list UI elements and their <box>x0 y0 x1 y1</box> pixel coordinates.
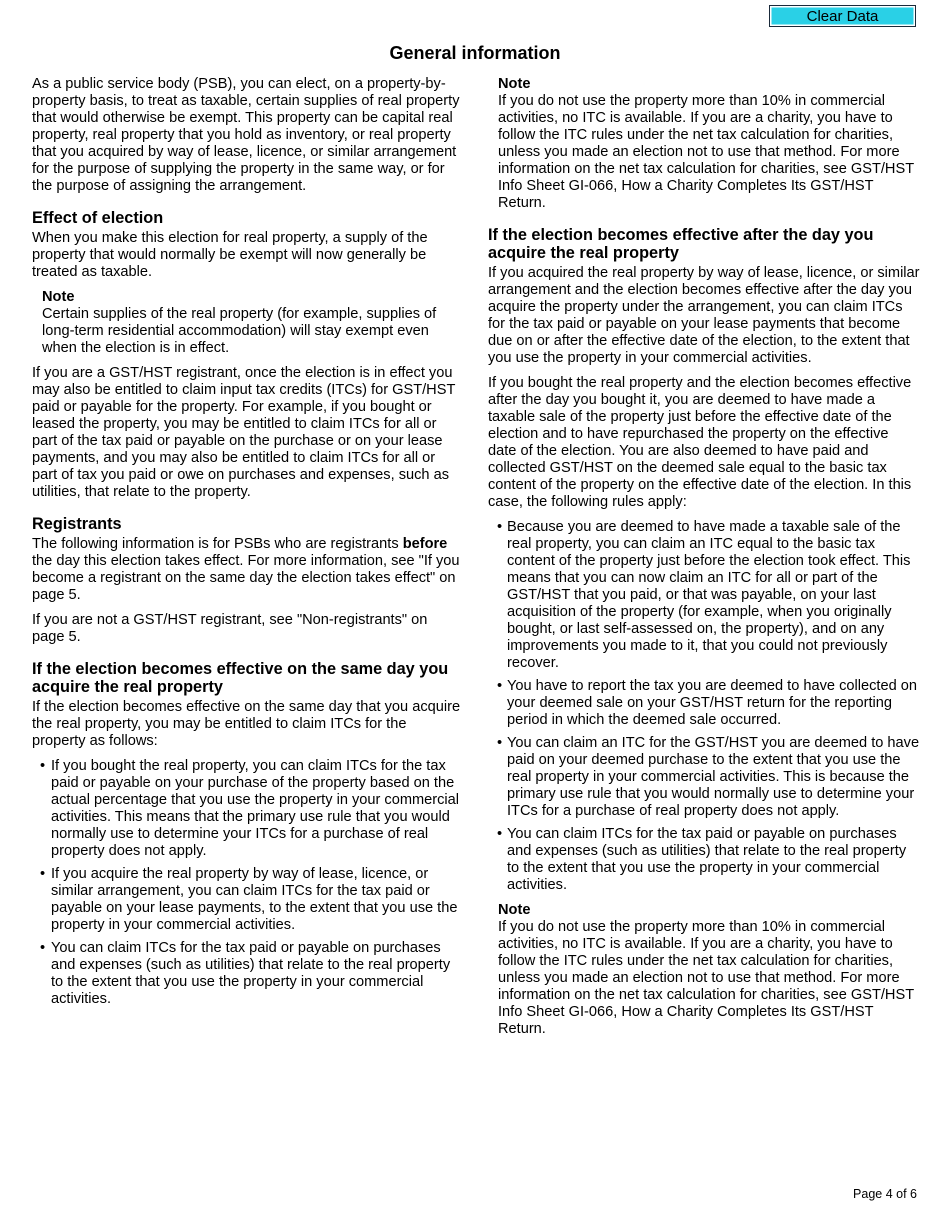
list-item: • If you acquire the real property by way of lease, licence, or similar arrangement, you can claim ITCs for the tax paid or payable on your lease payments, to the extent that you use the property in your commercial activities. <box>32 866 462 934</box>
list-item: • You have to report the tax you are deemed to have collected on your deemed sale on your GST/HST return for the reporting period in which the deemed sale occurred. <box>488 678 920 729</box>
list-item: • You can claim ITCs for the tax paid or payable on purchases and expenses (such as utilities) that relate to the real property to the extent that you use the property in your commercial activities. <box>32 940 462 1008</box>
page-title: General information <box>389 43 561 63</box>
after-day-paragraph-1: If you acquired the real property by way of lease, licence, or similar arrangement and the election becomes effective after the day you acquire the property under the arrangement, you can claim ITCs for the tax paid or payable on your lease payments that become due on or after the effective date of the election, to the extent that you use the property in your commercial activities. <box>488 265 920 366</box>
list-item: • If you bought the real property, you can claim ITCs for the tax paid or payable on your purchase of the property based on the actual percentage that you use the property in your commercial activities. This means that the primary use rule that you would normally use to determine your ITCs for a purchase of real property does not apply. <box>32 758 462 860</box>
note-heading: Note <box>498 902 531 918</box>
list-item: • Because you are deemed to have made a taxable sale of the real property, you can claim an ITC equal to the basic tax content of the property just before the election took effect. This means that you can now claim an ITC for all or part of the GST/HST that you paid, or that was payable, on your last acquisition of the property (for example, when you originally bought, or last self-assessed on, the property), and on any improvements you made to it, that you could not previously recover. <box>488 519 920 672</box>
effect-note <box>42 289 462 357</box>
before-emphasis: before <box>402 536 448 552</box>
right-column <box>488 76 920 1046</box>
effect-paragraph-1: When you make this election for real property, a supply of the property that would normally be exempt will now generally be treated as taxable. <box>32 230 428 280</box>
note-1 <box>498 76 920 212</box>
list-item: • You can claim an ITC for the GST/HST you are deemed to have paid on your deemed purchase to the extent that you use the real property in your commercial activities. This is because the primary use rule that you would normally use to determine your ITCs for a purchase of real property does not apply. <box>488 735 920 820</box>
note-heading: Note <box>498 76 531 92</box>
same-day-heading: If the election becomes effective on the same day you acquire the real property <box>32 660 449 696</box>
left-column <box>32 76 462 1016</box>
note-2 <box>498 902 920 1038</box>
clear-data-button[interactable]: Clear Data <box>769 5 916 27</box>
note-heading: Note <box>42 289 75 305</box>
effect-paragraph-2: If you are a GST/HST registrant, once the election is in effect you may also be entitled to claim input tax credits (ITCs) for GST/HST paid or payable for the property. For example, if you bought or leased the property, you may be entitled to claim ITCs for all or part of the tax paid or payable on the purchase or on your lease payments, and you may also be entitled to claim ITCs for all or part of tax you paid or owe on purchases and expenses, such as utilities, that relate to the property. <box>32 365 456 500</box>
registrants-paragraph-1: The following information is for PSBs who are registrants before the day this election takes effect. For more information, see "If you become a registrant on the same day the election takes effect" on page 5. <box>32 536 460 603</box>
after-day-heading: If the election becomes effective after the day you acquire the real property <box>488 226 874 262</box>
list-item: • You can claim ITCs for the tax paid or payable on purchases and expenses (such as utilities) that relate to the real property to the extent that you use the property in your commercial activities. <box>488 826 920 894</box>
after-day-paragraph-2: If you bought the real property and the election becomes effective after the day you bought it, you are deemed to have made a taxable sale of the property just before the effective date of the election and to have repurchased the property on the effective date of the election. You are also deemed to have paid and collected GST/HST on the deemed sale equal to the basic tax content of the property on the effective date of the election. In this case, the following rules apply: <box>488 375 912 510</box>
note-text: If you do not use the property more than 10% in commercial activities, no ITC is available. If you are a charity, you have to follow the ITC rules under the net tax calculation for charities, unless you made an election not to use that method. For more information on the net tax calculation for charities, see GST/HST Info Sheet GI-066, How a Charity Completes Its GST/HST Return. <box>498 93 914 211</box>
same-day-paragraph: If the election becomes effective on the same day that you acquire the real property, you may be entitled to claim ITCs for the property as follows: <box>32 699 461 749</box>
after-day-list <box>488 519 920 894</box>
registrants-heading: Registrants <box>32 515 122 533</box>
effect-of-election-heading: Effect of election <box>32 209 164 227</box>
page-number: Page 4 of 6 <box>853 1187 917 1201</box>
registrants-paragraph-2: If you are not a GST/HST registrant, see "Non-registrants" on page 5. <box>32 612 428 645</box>
note-text: Certain supplies of the real property (for example, supplies of long-term residential accommodation) will stay exempt even when the election is in effect. <box>42 306 437 356</box>
intro-paragraph: As a public service body (PSB), you can elect, on a property-by-property basis, to treat as taxable, certain supplies of real property that would otherwise be exempt. This property can be capital real property, real property that you hold as inventory, or real property that you acquired by way of lease, licence, or similar arrangement for the purpose of supplying the property in the same way, or for the purpose of assigning the arrangement. <box>32 76 460 194</box>
same-day-list <box>32 758 462 1008</box>
note-text: If you do not use the property more than 10% in commercial activities, no ITC is available. If you are a charity, you have to follow the ITC rules under the net tax calculation for charities, unless you made an election not to use that method. For more information on the net tax calculation for charities, see GST/HST Info Sheet GI-066, How a Charity Completes Its GST/HST Return. <box>498 919 914 1037</box>
